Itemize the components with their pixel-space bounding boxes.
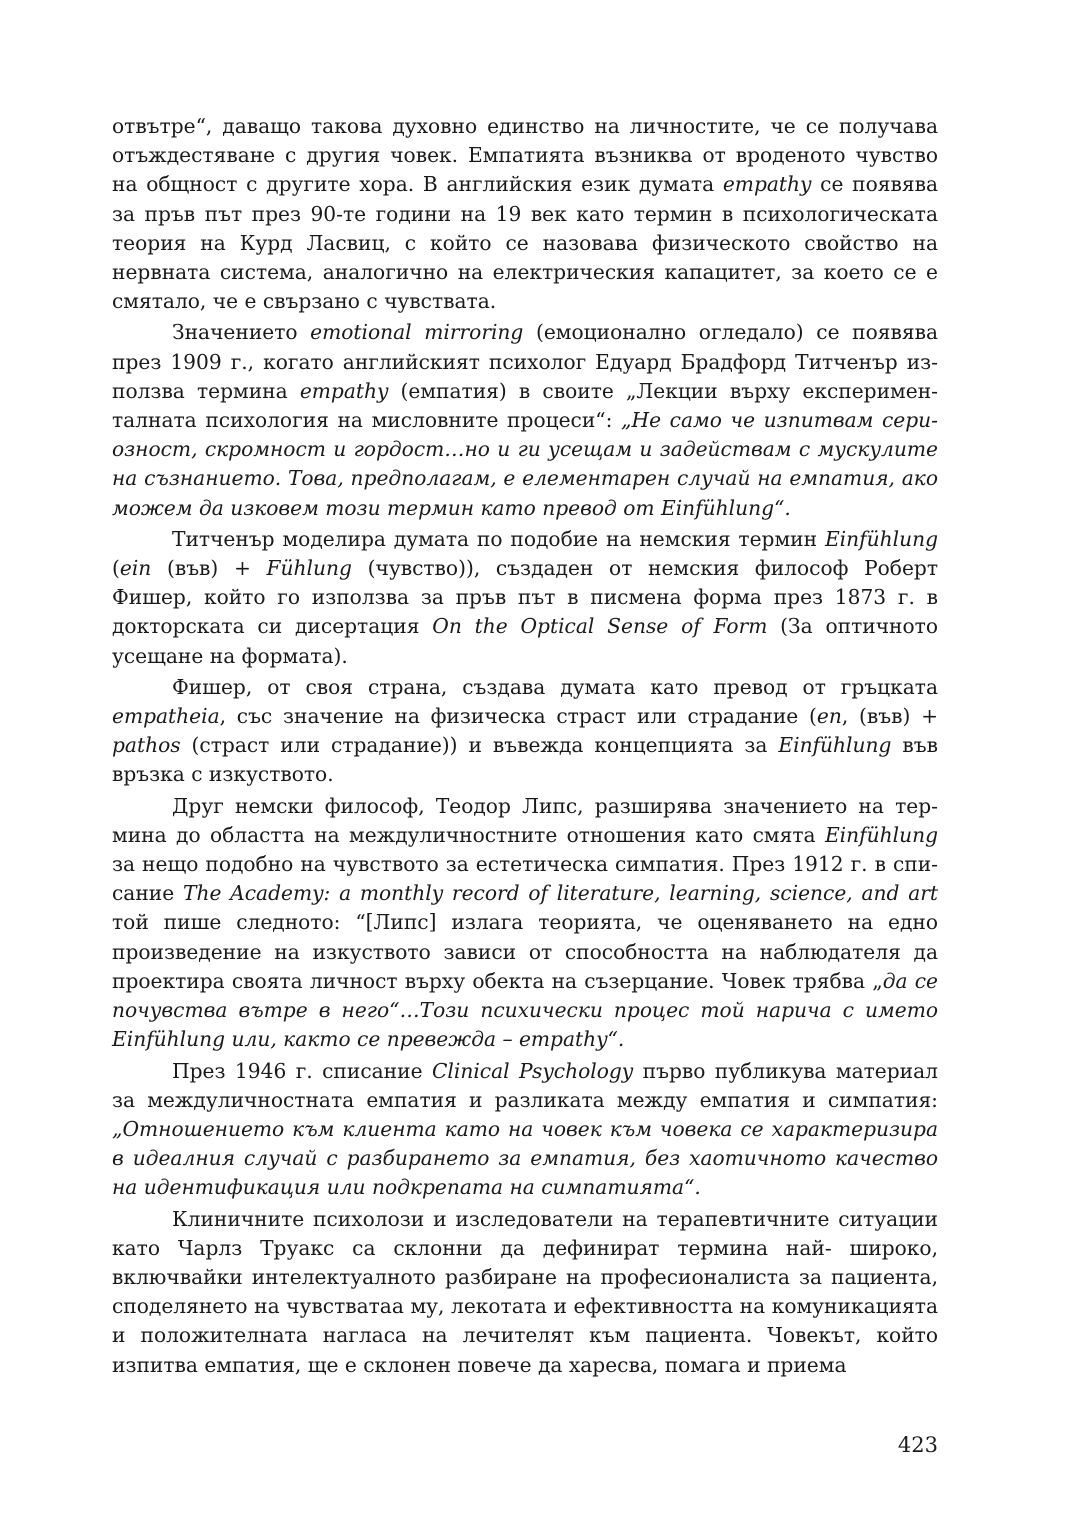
paragraph-3 [112, 525, 938, 671]
italic-term: ein [119, 556, 152, 581]
italic-term: Einfühlung [824, 526, 938, 551]
italic-term: emotional mirroring [310, 320, 524, 345]
text-segment: , със значение на физическа страст или страдание ( [219, 704, 817, 729]
text-segment: (емоционално огледало) се появява през 1909 г., когато английският психолог Едуард Брадфорд Титченър използва термина [112, 320, 938, 403]
italic-term: empathy [299, 378, 389, 403]
paragraph-2 [112, 318, 938, 522]
text-segment: ( [112, 556, 120, 581]
italic-term: Fühlung [266, 556, 352, 581]
text-segment: Титченър моделира думата по подобие на немския термин [172, 526, 825, 551]
italic-quote: „Отношението към клиента като на човек към човека се характеризира в идеалния случай с разбирането за емпатия, без хаотичното качество на идентификация или подкрепата на симпатията“. [112, 1116, 938, 1200]
text-segment: (емпатия) в своите „Лекции върху експерименталната психология на мисловните процеси“: [112, 378, 938, 433]
italic-title: Clinical Psychology [431, 1058, 634, 1083]
text-segment: Значението [172, 320, 311, 345]
text-segment: отвътре“, даващо такова духовно единство на личностите, че се получава отъждестяване с другия човек. Емпатията възниква от вроденото чувство на общност с другите хора. В английския език думата [112, 114, 938, 197]
text-segment: във връзка с изкуството. [112, 733, 938, 787]
italic-term: empathy [722, 172, 812, 197]
italic-title: On the Optical Sense of Form [432, 614, 768, 639]
paragraph-4 [112, 673, 938, 790]
italic-term: Einfühlung [824, 822, 938, 847]
text-segment: , (във) + [841, 704, 938, 729]
italic-quote: да се почувства вътре в него“…Този психически процес той нарича с името Einfühlung или, както се превежда – empathy“. [112, 968, 938, 1052]
italic-term: pathos [112, 733, 181, 758]
text-segment: първо публикува материал за междуличностната емпатия и разликата между емпатия и симпатия: [112, 1058, 938, 1112]
paragraph-1 [112, 112, 938, 316]
page-number: 423 [897, 1433, 938, 1457]
text-segment: През 1946 г. списание [172, 1058, 432, 1083]
text-segment: Друг немски философ, Теодор Липс, разширява значението на термина до областта на междуличностните отношения като смята [112, 793, 938, 847]
text-segment: Фишер, от своя страна, създава думата като превод от гръцката [172, 674, 938, 699]
paragraph-5 [112, 792, 938, 1055]
page-body [112, 112, 938, 1382]
italic-title: The Academy: a monthly record of literature, learning, science, and art [182, 881, 938, 906]
text-segment: (За оптичното усещане на формата). [112, 614, 938, 668]
italic-term: empatheia [112, 704, 220, 729]
text-segment: (страст или страдание)) и въвежда концепцията за [180, 733, 779, 758]
text-segment: (във) + [151, 556, 267, 581]
paragraph-7 [112, 1205, 938, 1380]
text-segment: той пише следното: “[Липс] излага теорията, че оценяването на едно произведение на изкуството зависи от способността на наблюдателя да проектира своята личност върху обекта на съзерцание. Човек трябва „ [112, 910, 938, 993]
text-segment: Клиничните психолози и изследователи на терапевтичните ситуации като Чарлз Труакс са склонни да дефинират термина най- широко, включвайки интелектуалното разбиране на професионалиста за пациента, споделянето на чувстватаа му, лекотата и ефективността на комуникацията и положителната нагласа на лечителят към пациента. Човекът, който изпитва емпатия, ще е склонен повече да харесва, помага и приема [112, 1206, 938, 1377]
paragraph-6 [112, 1057, 938, 1203]
text-segment: (чувство)), създаден от немския философ Роберт Фишер, който го използва за пръв път в писмена форма през 1873 г. в докторската си дисертация [112, 556, 938, 639]
text-segment: се появява за пръв път през 90-те години на 19 век като термин в психологическата теория на Курд Ласвиц, с който се назовава физическото свойство на нервната система, аналогично на електрическия капацитет, за което се е смятало, че е свързано с чувствата. [112, 172, 938, 314]
italic-term: Einfühlung [778, 733, 892, 758]
italic-term: en [816, 704, 842, 729]
italic-quote: „Не само че изпитвам сериозност, скромност и гордост…но и ги усещам и задействам с мускулите на съзнанието. Това, предполагам, е елементарен случай на емпатия, ако можем да изковем този термин като превод от Einfühlung“. [112, 408, 938, 520]
text-segment: за нещо подобно на чувството за естетическа симпатия. През 1912 г. в списание [112, 852, 938, 906]
